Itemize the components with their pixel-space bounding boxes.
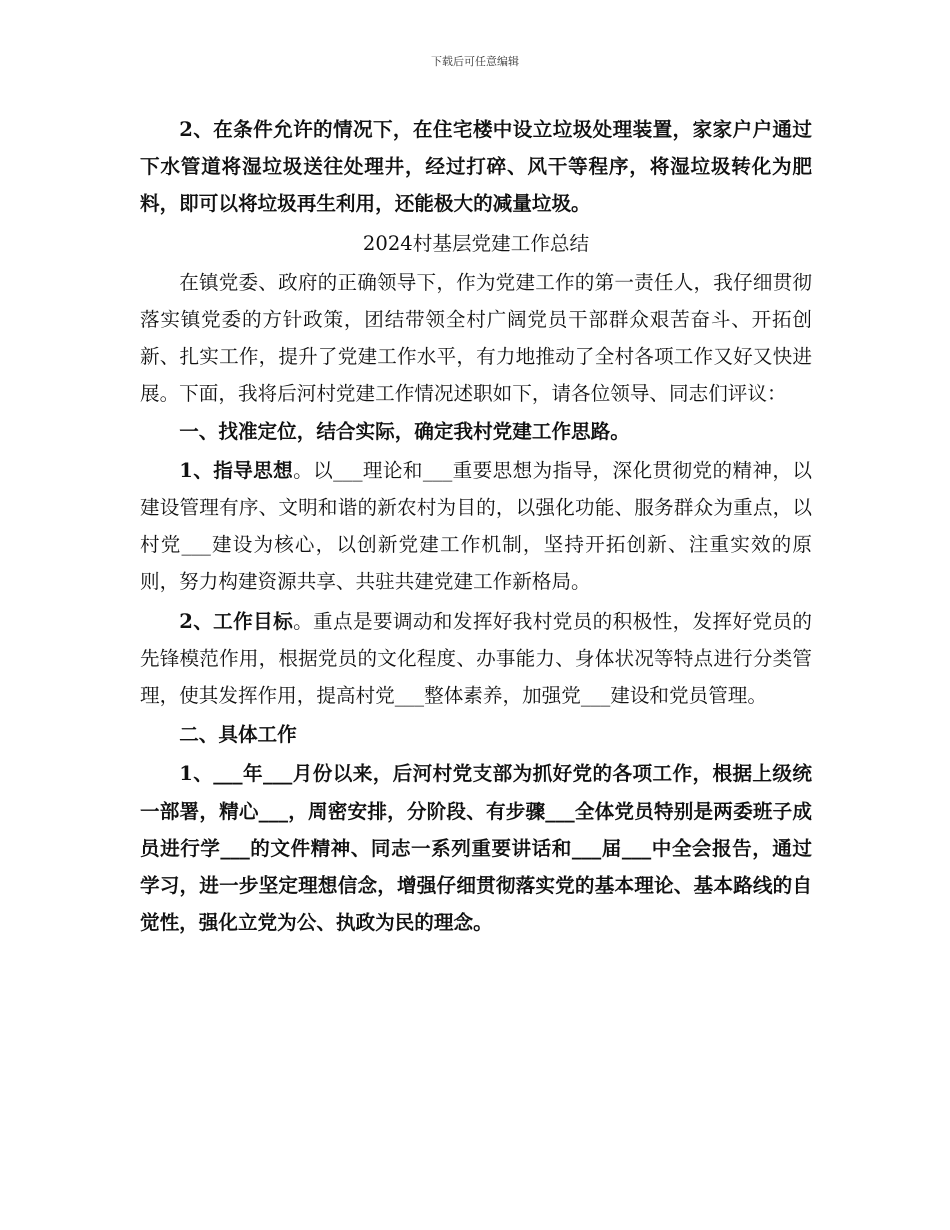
- paragraph-intro: 在镇党委、政府的正确领导下，作为党建工作的第一责任人，我仔细贯彻落实镇党委的方针政策，团结带领全村广阔党员干部群众艰苦奋斗、开拓创新、扎实工作，提升了党建工作水平，有力地推动了全村各项工作又好又快进展。下面，我将后河村党建工作情况述职如下，请各位领导、同志们评议：: [140, 270, 812, 406]
- work-goal-label: 2、工作目标: [179, 609, 294, 633]
- section-heading-1: 一、找准定位，结合实际，确定我村党建工作思路。: [179, 419, 630, 443]
- paragraph-work-goal: [140, 603, 812, 715]
- document-title: 2024村基层党建工作总结: [362, 231, 590, 255]
- guiding-thought-label: 1、指导思想: [179, 458, 294, 482]
- paragraph-specific-work-1: 1、___年___月份以来，后河村党支部为抓好党的各项工作，根据上级统一部署，精心___，周密安排，分阶段、有步骤___全体党员特别是两委班子成员进行学___的文件精神、同志一系列重要讲话和___届___中全会报告，通过学习，进一步坚定理想信念，增强仔细贯彻落实党的基本理论、基本路线的自觉性，强化立党为公、执政为民的理念。: [140, 762, 812, 935]
- header-note: 下载后可任意编辑: [431, 55, 519, 68]
- section-heading-2: 二、具体工作: [179, 723, 297, 747]
- document-body: [140, 111, 812, 941]
- paragraph-guiding-thought: [140, 452, 812, 601]
- work-goal-text: 。重点是要调动和发挥好我村党员的积极性，发挥好党员的先锋模范作用，根据党员的文化程度、办事能力、身体状况等特点进行分类管理，使其发挥作用，提高村党___整体素养，加强党___建设和党员管理。: [140, 609, 813, 708]
- guiding-thought-text: 。以___理论和___重要思想为指导，深化贯彻党的精神，以建设管理有序、文明和谐的新农村为目的，以强化功能、服务群众为重点，以村党___建设为核心，以创新党建工作机制，坚持开拓创新、注重实效的原则，努力构建资源共享、共驻共建党建工作新格局。: [140, 458, 813, 594]
- paragraph-waste-disposal: 2、在条件允许的情况下，在住宅楼中设立垃圾处理装置，家家户户通过下水管道将湿垃圾送往处理井，经过打碎、风干等程序，将湿垃圾转化为肥料，即可以将垃圾再生利用，还能极大的减量垃圾。: [140, 118, 812, 216]
